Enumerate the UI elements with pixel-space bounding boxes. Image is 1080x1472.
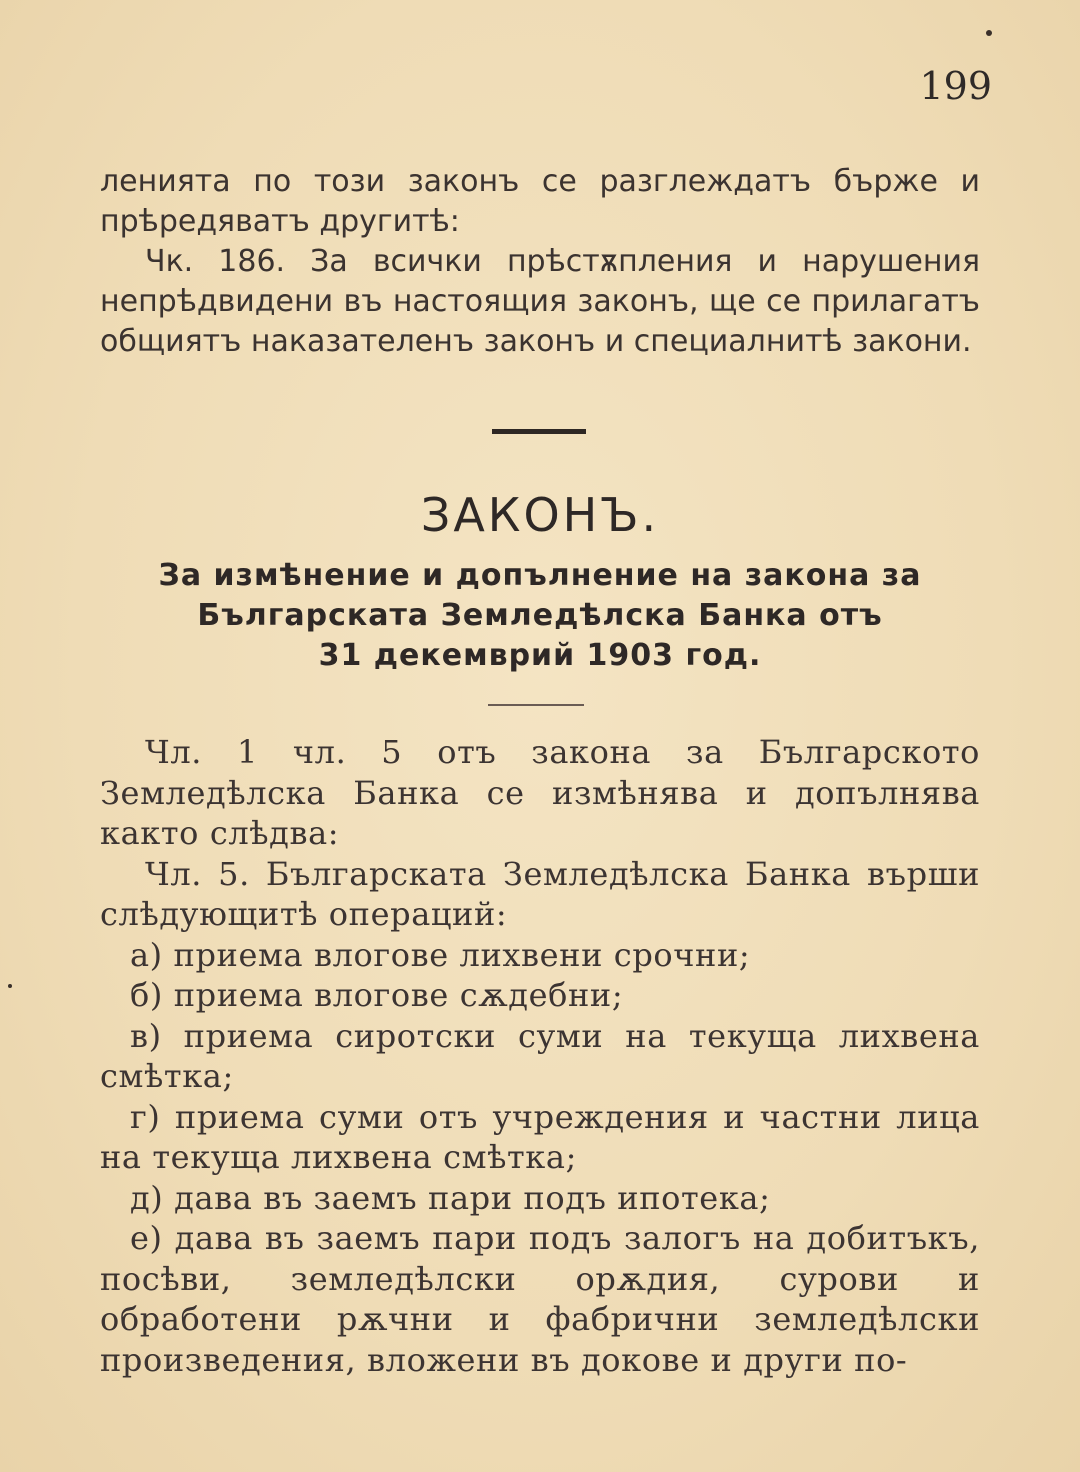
law-subtitle-line: За измѣнение и допълнение на закона за <box>158 558 922 593</box>
article-5-intro: Чл. 5. Българската Земледѣлска Банка върши слѣдующитѣ операций: <box>100 854 980 933</box>
law-title: ЗАКОНЪ. <box>420 488 660 542</box>
top-text-section <box>100 162 980 362</box>
list-item: в) приема сиротски суми на текуща лихвена смѣтка; <box>100 1016 980 1095</box>
article-1-paragraph: Чл. 1 чл. 5 отъ закона за Българското Земледѣлска Банка се измѣнява и допълнява както слѣдва: <box>100 733 980 852</box>
paper-speck <box>986 30 992 36</box>
list-item: г) приема суми отъ учреждения и частни лица на текуща лихвена смѣтка; <box>100 1097 980 1176</box>
article-186-paragraph: Чк. 186. За всички прѣстѫпления и нарушения непрѣдвидени въ настоящия законъ, ще се прилагатъ общиятъ наказателенъ законъ и специалнитѣ закони. <box>100 244 980 359</box>
law-subtitle-line: Българската Земледѣлска Банка отъ <box>197 598 883 633</box>
list-item: б) приема влогове сѫдебни; <box>130 976 624 1014</box>
continuation-paragraph: ленията по този законъ се разглеждатъ бърже и прѣредяватъ другитѣ: <box>100 164 980 239</box>
list-item: а) приема влогове лихвени срочни; <box>130 935 751 974</box>
title-divider <box>488 704 584 706</box>
law-subtitle-line: 31 декемврий 1903 год. <box>318 638 762 673</box>
law-subtitle <box>130 556 950 676</box>
law-body <box>100 732 980 1380</box>
list-item: е) дава въ заемъ пари подъ залогъ на добитъкъ, посѣви, земледѣлски орѫдия, сурови и обработени рѫчни и фабрични земледѣлски произведения, вложени въ докове и други по- <box>100 1219 980 1379</box>
list-item: д) дава въ заемъ пари подъ ипотека; <box>130 1178 771 1217</box>
page-number: 199 <box>919 64 992 108</box>
section-divider <box>492 429 586 434</box>
paper-speck <box>8 984 12 988</box>
